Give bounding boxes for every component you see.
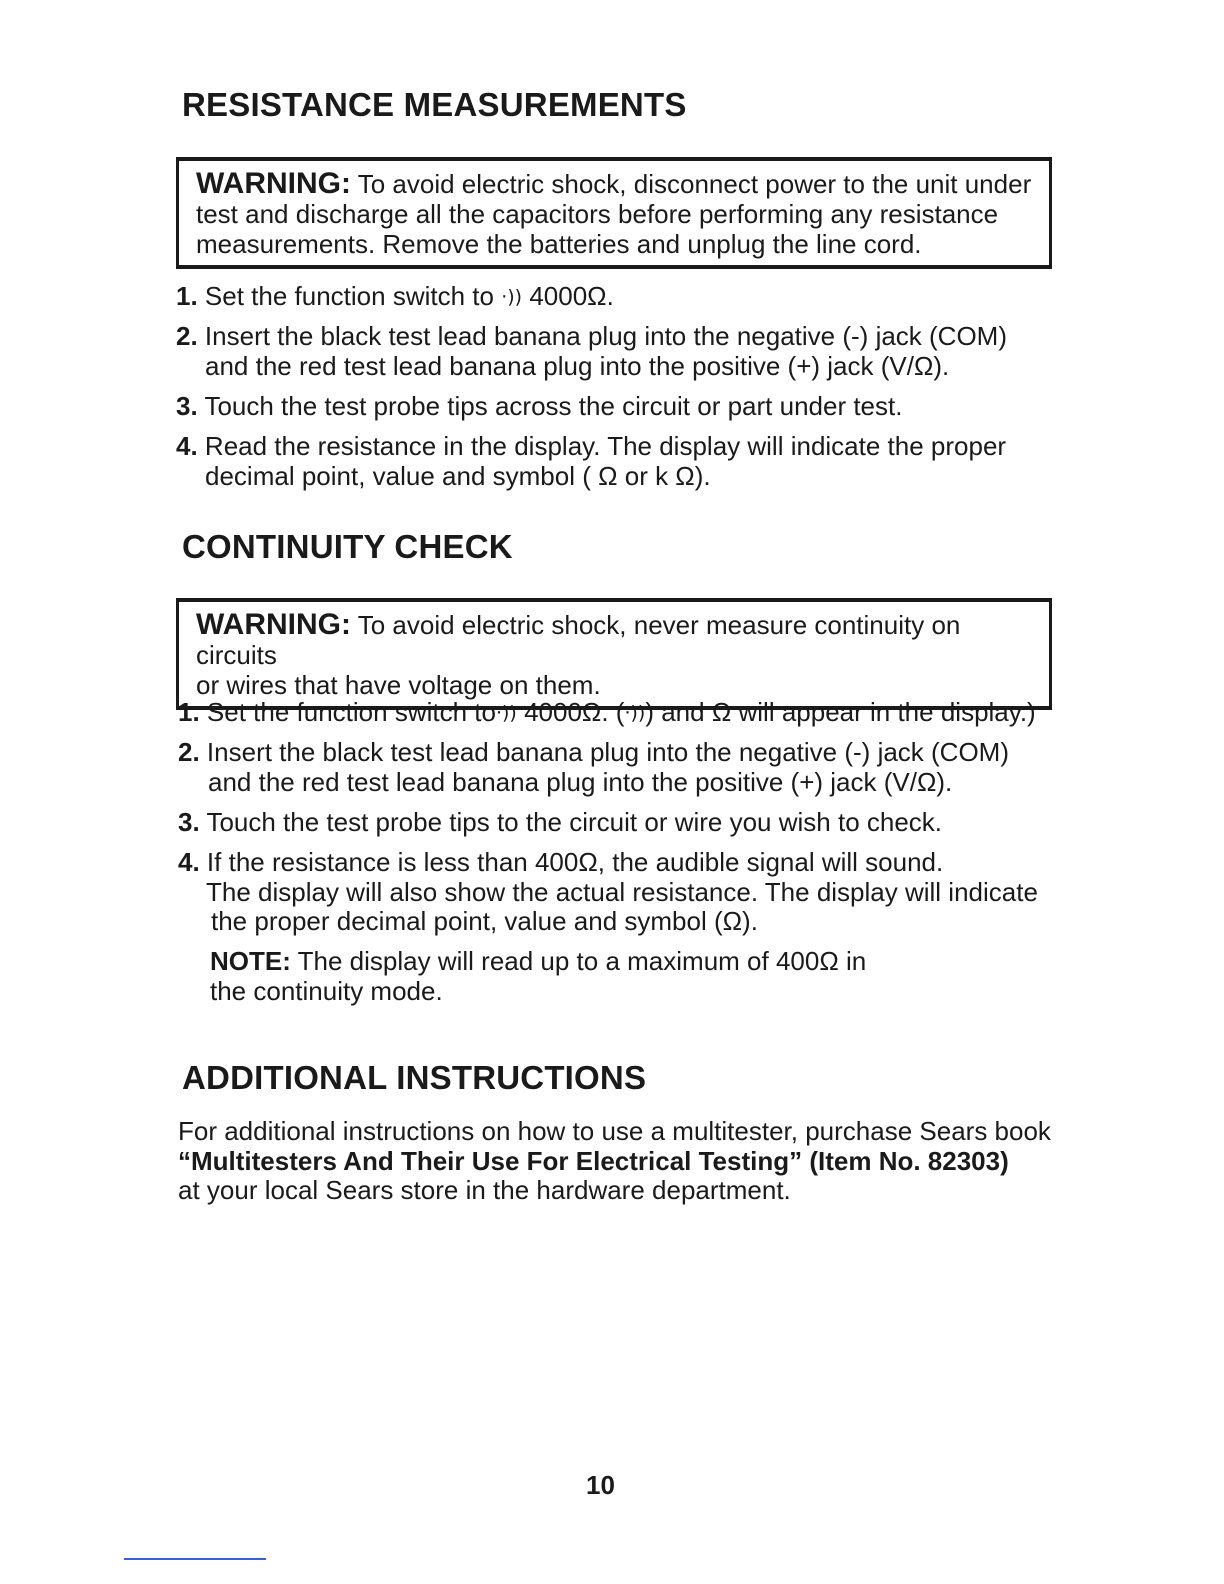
note-label: NOTE: bbox=[210, 946, 291, 976]
step-number: 1. bbox=[178, 697, 200, 727]
step-text: Touch the test probe tips across the circuit or part under test. bbox=[204, 391, 903, 421]
footer-rule bbox=[124, 1558, 266, 1560]
step-text: Insert the black test lead banana plug into the negative (-) jack (COM) bbox=[206, 737, 1009, 767]
resistance-warning-line-1 bbox=[196, 169, 1033, 199]
step-number: 4. bbox=[176, 431, 198, 461]
additional-line-1: For additional instructions on how to use a multitester, purchase Sears book bbox=[178, 1116, 1051, 1146]
resistance-warning-label: WARNING: bbox=[196, 167, 351, 200]
step-text: ) and Ω will appear in the display.) bbox=[645, 697, 1036, 727]
step-number: 2. bbox=[178, 737, 200, 767]
continuity-heading: CONTINUITY CHECK bbox=[182, 528, 513, 565]
resistance-warning-text-1: To avoid electric shock, disconnect power to the unit under bbox=[350, 169, 1032, 199]
step-text: If the resistance is less than 400Ω, the audible signal will sound. bbox=[206, 847, 944, 877]
resistance-step-2-line-2: and the red test lead banana plug into the positive (+) jack (V/Ω). bbox=[205, 351, 950, 381]
continuity-note-line-2: the continuity mode. bbox=[210, 976, 443, 1006]
continuity-warning-label: WARNING: bbox=[196, 608, 351, 641]
resistance-warning-line-2: test and discharge all the capacitors before performing any resistance bbox=[196, 199, 999, 229]
continuity-warning-line-1 bbox=[196, 610, 1033, 670]
continuity-step-2 bbox=[178, 737, 1009, 767]
continuity-symbol-icon: ·)) bbox=[495, 702, 517, 724]
step-text: 4000Ω. bbox=[529, 281, 614, 311]
continuity-step-3 bbox=[178, 807, 942, 837]
resistance-step-2 bbox=[176, 321, 1007, 351]
step-number: 1. bbox=[176, 281, 198, 311]
resistance-step-1 bbox=[176, 281, 614, 312]
continuity-step-4-line-3: the proper decimal point, value and symbol (Ω). bbox=[211, 906, 758, 936]
resistance-step-4-line-2: decimal point, value and symbol ( Ω or k Ω). bbox=[205, 461, 711, 491]
resistance-step-4 bbox=[176, 431, 1006, 461]
resistance-heading: RESISTANCE MEASUREMENTS bbox=[182, 86, 687, 123]
step-text: Insert the black test lead banana plug into the negative (-) jack (COM) bbox=[204, 321, 1007, 351]
continuity-symbol-icon: ·)) bbox=[501, 286, 523, 308]
step-number: 3. bbox=[176, 391, 198, 421]
additional-line-2: “Multitesters And Their Use For Electrical Testing” (Item No. 82303) bbox=[178, 1146, 1009, 1176]
step-text: Set the function switch to bbox=[204, 281, 502, 311]
step-text: Touch the test probe tips to the circuit or wire you wish to check. bbox=[206, 807, 943, 837]
continuity-warning-text-1: To avoid electric shock, never measure continuity on circuits bbox=[196, 610, 961, 670]
page-number: 10 bbox=[586, 1470, 615, 1500]
continuity-step-4-line-2: The display will also show the actual resistance. The display will indicate bbox=[206, 877, 1038, 907]
continuity-symbol-icon: ·)) bbox=[624, 702, 646, 724]
step-number: 2. bbox=[176, 321, 198, 351]
continuity-note-line-1 bbox=[210, 946, 866, 976]
step-text: Set the function switch to bbox=[206, 697, 496, 727]
continuity-warning-line-2: or wires that have voltage on them. bbox=[196, 670, 601, 700]
continuity-warning-box bbox=[176, 598, 1052, 710]
resistance-warning-line-3: measurements. Remove the batteries and unplug the line cord. bbox=[196, 229, 922, 259]
continuity-step-2-line-2: and the red test lead banana plug into the positive (+) jack (V/Ω). bbox=[208, 767, 953, 797]
additional-line-3: at your local Sears store in the hardware department. bbox=[178, 1175, 791, 1205]
step-number: 3. bbox=[178, 807, 200, 837]
step-number: 4. bbox=[178, 847, 200, 877]
resistance-step-3 bbox=[176, 391, 902, 421]
continuity-step-4 bbox=[178, 847, 943, 877]
additional-heading: ADDITIONAL INSTRUCTIONS bbox=[182, 1059, 647, 1096]
step-text: 4000Ω. ( bbox=[524, 697, 625, 727]
note-text: The display will read up to a maximum of 400Ω in bbox=[290, 946, 867, 976]
resistance-warning-box bbox=[176, 157, 1052, 269]
continuity-step-1 bbox=[178, 697, 1036, 728]
step-text: Read the resistance in the display. The display will indicate the proper bbox=[204, 431, 1007, 461]
